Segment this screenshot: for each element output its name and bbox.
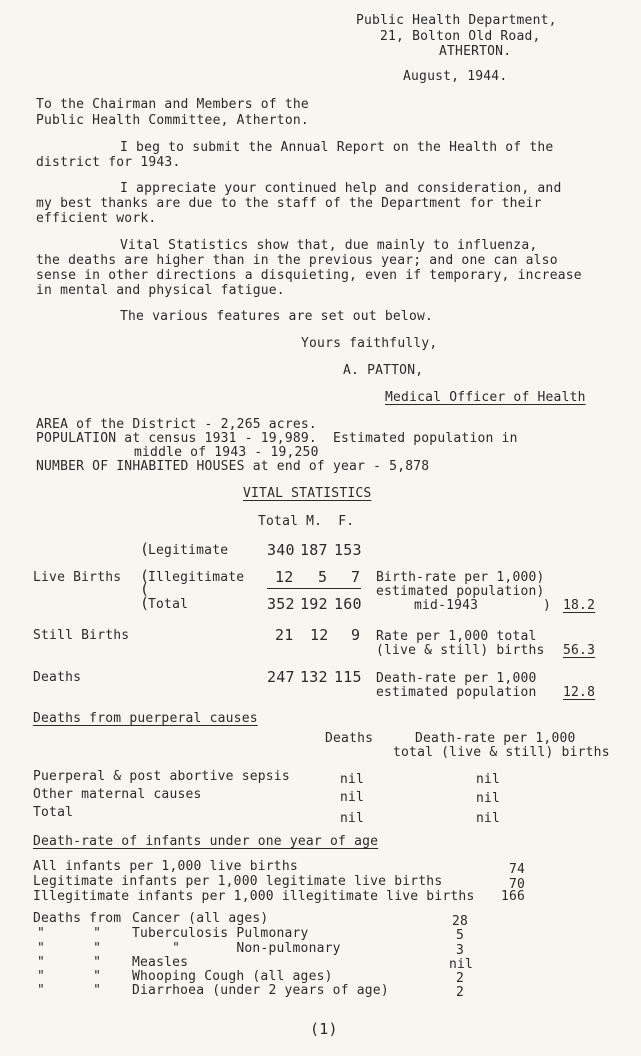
population-line-2: middle of 1943 - 19,250 — [134, 445, 319, 460]
puerperal-row-deaths: nil — [340, 811, 365, 826]
cause-label: " Non-pulmonary — [132, 941, 341, 956]
row-total-total: 352 — [267, 595, 295, 613]
death-rate-line-2: estimated population — [376, 685, 537, 700]
infants-row-label: Legitimate infants per 1,000 legitimate live births — [33, 874, 443, 889]
puerperal-col-rate-2: total (live & still) births — [393, 745, 610, 760]
birth-rate-line-3: mid-1943 — [414, 598, 479, 613]
deaths-total: 247 — [267, 668, 295, 686]
row-illegitimate-label: Illegitimate — [148, 570, 245, 585]
puerperal-row-rate: nil — [476, 772, 501, 787]
infants-row-value: 74 — [509, 862, 526, 877]
salutation-line-2: Public Health Committee, Atherton. — [36, 113, 309, 128]
infants-row-value: 166 — [501, 889, 526, 904]
puerperal-row-deaths: nil — [340, 790, 365, 805]
salutation-line-1: To the Chairman and Members of the — [36, 97, 309, 112]
area: AREA of the District - 2,265 acres. — [36, 417, 317, 432]
puerperal-row-rate: nil — [476, 791, 501, 806]
brace-mid: ( — [140, 567, 150, 585]
deaths-m: 132 — [300, 668, 328, 686]
puerperal-heading: Deaths from puerperal causes — [33, 711, 258, 726]
puerperal-col-deaths: Deaths — [325, 731, 374, 746]
death-rate-value: 12.8 — [563, 685, 596, 700]
row-illegitimate-f: 7 — [351, 568, 361, 586]
infants-heading: Death-rate of infants under one year of age — [33, 834, 379, 849]
cause-prefix: " " — [37, 955, 102, 970]
birth-rate-value: 18.2 — [563, 598, 596, 613]
para3-line-1: Vital Statistics show that, due mainly to influenza, — [120, 238, 538, 253]
address-line-1: Public Health Department, — [356, 13, 557, 28]
row-illegitimate-m: 5 — [318, 568, 328, 586]
infants-row-value: 70 — [509, 877, 526, 892]
infants-row-label: Illegitimate infants per 1,000 illegitimate live births — [33, 889, 475, 904]
brace-mid2: ( — [140, 580, 150, 598]
puerperal-row-label: Other maternal causes — [33, 787, 202, 802]
cause-label: Measles — [132, 955, 189, 970]
cause-value: 2 — [456, 985, 465, 1000]
infants-row-label: All infants per 1,000 live births — [33, 859, 298, 874]
cause-value: 3 — [456, 943, 465, 958]
puerperal-col-rate-1: Death-rate per 1,000 — [415, 731, 576, 746]
signatory-title: Medical Officer of Health — [385, 390, 586, 405]
para2-line-1: I appreciate your continued help and consideration, and — [120, 181, 562, 196]
still-rate-line-1: Rate per 1,000 total — [376, 629, 537, 644]
page-number: (1) — [310, 1020, 338, 1038]
cause-value: nil — [449, 957, 474, 972]
cause-prefix: " " — [37, 983, 102, 998]
inhabited-houses: NUMBER OF INHABITED HOUSES at end of year - 5,878 — [36, 459, 430, 474]
letter-date: August, 1944. — [403, 69, 508, 84]
para1-line-2: district for 1943. — [36, 155, 181, 170]
para4: The various features are set out below. — [120, 309, 434, 324]
address-line-2: 21, Bolton Old Road, — [380, 29, 541, 44]
row-legitimate-total: 340 — [267, 541, 295, 559]
signatory: A. PATTON, — [343, 363, 424, 378]
still-births-f: 9 — [351, 626, 361, 644]
deaths-label: Deaths — [33, 670, 82, 685]
puerperal-row-deaths: nil — [340, 772, 365, 787]
cause-label: Diarrhoea (under 2 years of age) — [132, 983, 389, 998]
para3-line-3: sense in other directions a disquieting, even if temporary, increase — [36, 268, 582, 283]
cause-prefix: Deaths from — [33, 911, 122, 926]
brace-top: ( — [140, 540, 150, 558]
birth-rate-line-2: estimated population) — [376, 584, 545, 599]
cause-prefix: " " — [37, 926, 102, 941]
vital-statistics-heading: VITAL STATISTICS — [243, 486, 372, 501]
cause-label: Tuberculosis Pulmonary — [132, 926, 309, 941]
puerperal-row-label: Total — [33, 805, 74, 820]
cause-prefix: " " — [37, 941, 102, 956]
para2-line-2: my best thanks are due to the staff of the Department for their — [36, 196, 542, 211]
para3-line-4: in mental and physical fatigue. — [36, 283, 285, 298]
para1-line-1: I beg to submit the Annual Report on the Health of the — [120, 140, 554, 155]
still-rate-value: 56.3 — [563, 643, 596, 658]
row-illegitimate-total: 12 — [275, 568, 294, 586]
death-rate-line-1: Death-rate per 1,000 — [376, 671, 537, 686]
still-births-total: 21 — [275, 626, 294, 644]
birth-rate-paren: ) — [543, 598, 552, 613]
still-births-m: 12 — [310, 626, 329, 644]
cause-label: Cancer (all ages) — [132, 911, 269, 926]
puerperal-row-label: Puerperal & post abortive sepsis — [33, 769, 290, 784]
row-total-f: 160 — [334, 595, 362, 613]
puerperal-row-rate: nil — [476, 811, 501, 826]
deaths-f: 115 — [334, 668, 362, 686]
para2-line-3: efficient work. — [36, 211, 157, 226]
cause-value: 28 — [452, 914, 469, 929]
row-legitimate-label: Legitimate — [148, 543, 229, 558]
cause-value: 2 — [456, 971, 465, 986]
cause-label: Whooping Cough (all ages) — [132, 969, 333, 984]
row-total-m: 192 — [300, 595, 328, 613]
live-births-label: Live Births — [33, 570, 122, 585]
cause-value: 5 — [456, 928, 465, 943]
population-line-1: POPULATION at census 1931 - 19,989. Estimated population in — [36, 431, 518, 446]
still-rate-line-2: (live & still) births — [376, 643, 545, 658]
address-line-3: ATHERTON. — [439, 44, 512, 59]
total-rule — [267, 588, 361, 589]
closing: Yours faithfully, — [301, 336, 438, 351]
cause-prefix: " " — [37, 969, 102, 984]
vital-statistics-col-headers: Total M. F. — [258, 514, 355, 529]
birth-rate-line-1: Birth-rate per 1,000) — [376, 570, 545, 585]
row-legitimate-f: 153 — [334, 541, 362, 559]
para3-line-2: the deaths are higher than in the previous year; and one can also — [36, 253, 558, 268]
row-legitimate-m: 187 — [300, 541, 328, 559]
row-total-label: Total — [148, 597, 189, 612]
still-births-label: Still Births — [33, 628, 130, 643]
brace-bottom: ( — [140, 594, 150, 612]
